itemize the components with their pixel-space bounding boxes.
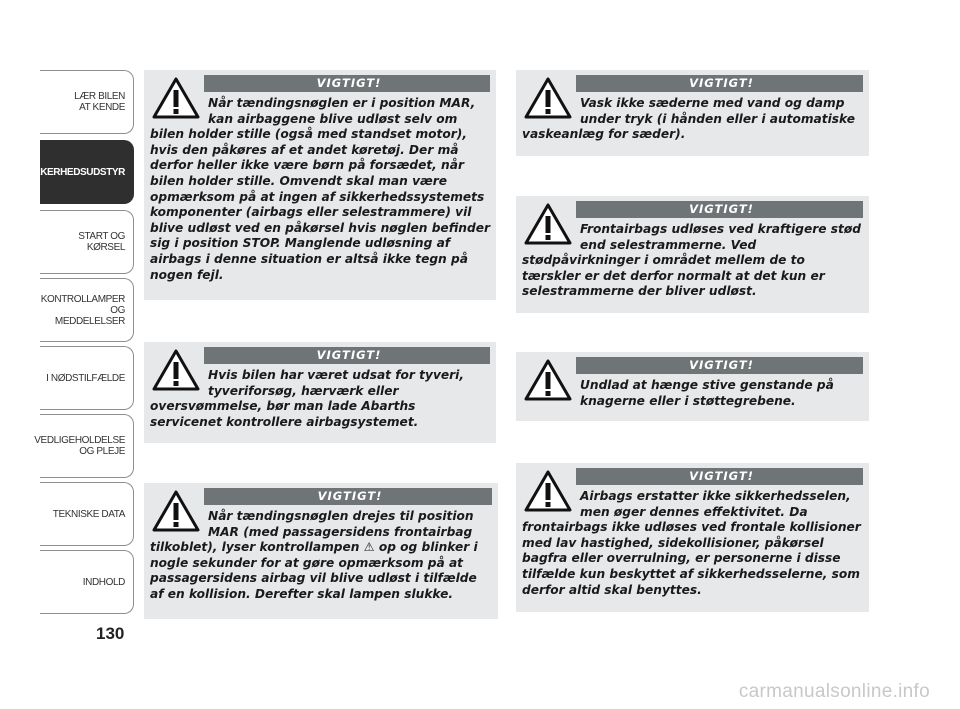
warning-box — [516, 70, 869, 156]
warning-heading: VIGTIGT! — [204, 347, 490, 364]
tab-i-nodstilfaelde[interactable]: I NØDSTILFÆLDE — [40, 346, 134, 410]
page-number: 130 — [96, 624, 125, 643]
tab-start-og-korsel[interactable]: START OG KØRSEL — [40, 210, 134, 274]
tab-indhold[interactable]: INDHOLD — [40, 550, 134, 614]
tab-vedligeholdelse[interactable]: VEDLIGEHOLDELSE OG PLEJE — [40, 414, 134, 478]
warning-heading: VIGTIGT! — [204, 488, 492, 505]
warning-box — [516, 196, 869, 313]
warning-box — [144, 70, 496, 300]
warning-heading: VIGTIGT! — [576, 201, 863, 218]
warning-triangle-icon — [524, 203, 572, 245]
warning-text: Airbags erstatter ikke sikkerhedsselen, men øger dennes effektivitet. Da frontairbags ikke udløses ved frontale kollisioner med lav hastighed, sidekollisioner, påkørsel bagfra eller overrulning, er personerne i disse tilfælde kun beskyttet af sikkerhedsselerne, som derfor altid skal benyttes. — [522, 489, 861, 597]
warning-heading: VIGTIGT! — [576, 357, 863, 374]
warning-triangle-icon — [524, 470, 572, 512]
tab-kontrollamper[interactable]: KONTROLLAMPER OG MEDDELELSER — [40, 278, 134, 342]
watermark: carmanualsonline.info — [738, 681, 930, 702]
warning-text: Vask ikke sæderne med vand og damp under tryk (i hånden eller i automatiske vaskeanlæg for sæder). — [522, 96, 855, 142]
warning-triangle-icon — [152, 349, 200, 391]
tab-sikkerhedsudstyr[interactable]: SIKKERHEDSUDSTYR — [40, 140, 134, 204]
tab-laer-bilen-at-kende[interactable]: LÆR BILEN AT KENDE — [40, 70, 134, 134]
warning-triangle-icon — [524, 359, 572, 401]
warning-text: Hvis bilen har været udsat for tyveri, tyveriforsøg, hærværk eller oversvømmelse, bør man lade Abarths servicenet kontrollere airbagsystemet. — [150, 368, 464, 429]
warning-triangle-icon — [152, 490, 200, 532]
warning-triangle-icon — [524, 77, 572, 119]
warning-heading: VIGTIGT! — [204, 75, 490, 92]
warning-box — [516, 352, 869, 421]
warning-heading: VIGTIGT! — [576, 468, 863, 485]
warning-text: Når tændingsnøglen drejes til position MAR (med passagersidens frontairbag tilkoblet), lyser kontrollampen ⚠ op og blinker i nogle sekunder for at gøre opmærksom på at passagersidens airbag vil blive udløst i tilfælde af en kollision. Derefter skal lampen slukke. — [150, 509, 478, 601]
warning-text: Frontairbags udløses ved kraftigere stød end selestrammerne. Ved stødpåvirkninger i området mellem de to tærskler er det derfor normalt at det kun er selestrammerne der bliver udløst. — [522, 222, 861, 299]
warning-heading: VIGTIGT! — [576, 75, 863, 92]
warning-text: Når tændingsnøglen er i position MAR, kan airbaggene blive udløst selv om bilen holder stille (også med standset motor), hvis den påkøres af et andet køretøj. Der må derfor heller ikke være børn på forsædet, når bilen holder stille. Omvendt skal man være opmærksom på at ingen af sikkerhedssystemets komponenter (airbags eller selestrammere) vil blive udløst ved en påkørsel hvis nøglen befinder sig i position STOP. Manglende udløsning af airbags i denne situation er altså ikke tegn på nogen fejl. — [150, 96, 490, 282]
warning-box — [516, 463, 869, 612]
warning-box — [144, 483, 498, 619]
warning-box — [144, 342, 496, 443]
warning-text: Undlad at hænge stive genstande på knagerne eller i støttegrebene. — [580, 378, 834, 408]
warning-triangle-icon — [152, 77, 200, 119]
chapter-sidebar — [24, 70, 134, 618]
tab-tekniske-data[interactable]: TEKNISKE DATA — [40, 482, 134, 546]
